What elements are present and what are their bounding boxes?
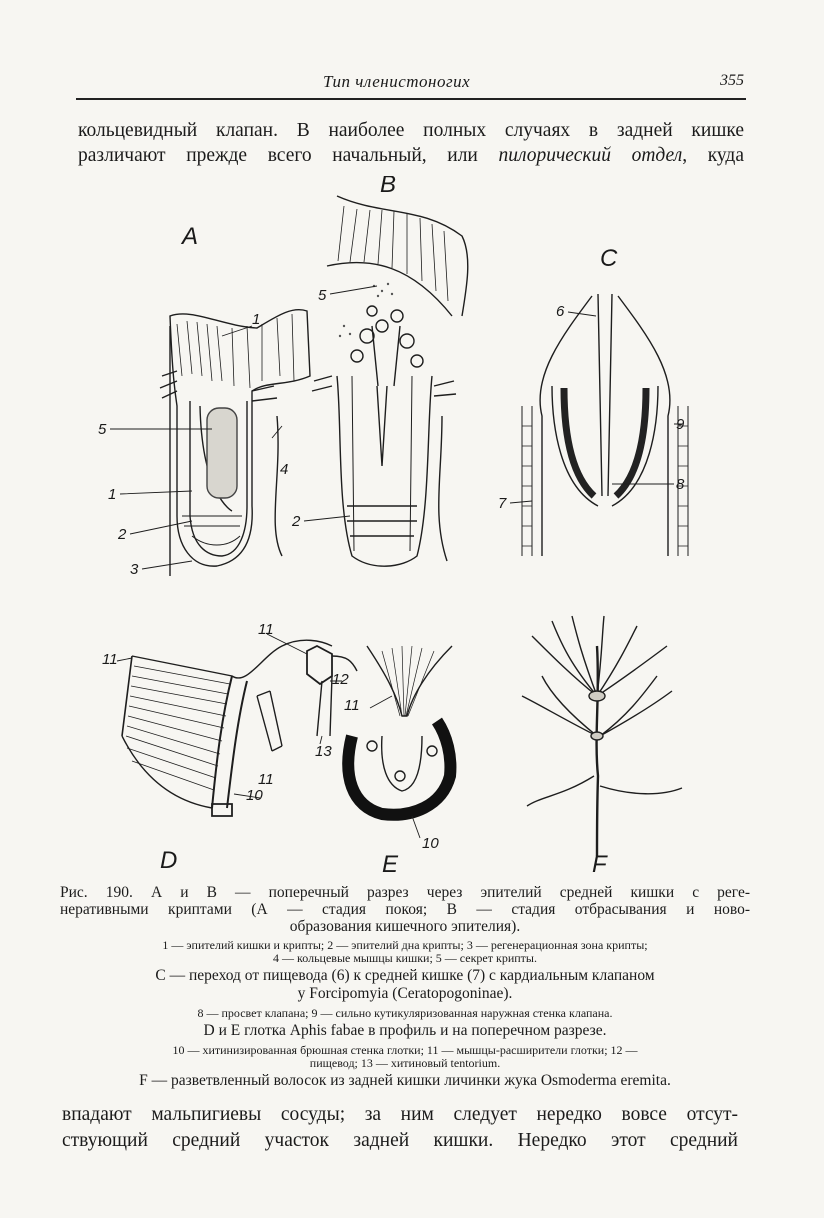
label-d-11-left: 11 bbox=[102, 651, 118, 668]
label-c-9: 9 bbox=[676, 416, 685, 433]
panel-letter-f: F bbox=[592, 851, 607, 876]
label-e-11: 11 bbox=[344, 697, 360, 714]
label-b-2: 2 bbox=[292, 513, 301, 530]
panel-c-drawing bbox=[522, 294, 688, 556]
caption-line-2: неративными криптами (А — стадия покоя; В — стадия отбрасывания и ново- bbox=[60, 901, 750, 918]
label-d-11-bottom: 11 bbox=[258, 771, 274, 788]
caption-f: F — разветвленный волосок из задней кишки личинки жука Osmoderma eremita. bbox=[139, 1072, 671, 1089]
caption-de: D и E глотка Aphis fabae в профиль и на поперечном разрезе. bbox=[203, 1022, 607, 1039]
panel-b-drawing bbox=[312, 196, 468, 566]
bottom-paragraph bbox=[62, 1102, 738, 1154]
running-title: Тип членистоногих bbox=[323, 72, 471, 91]
label-a-1b: 1 bbox=[108, 486, 117, 503]
top-line-2: различают прежде всего начальный, или пилорический отдел, куда bbox=[78, 145, 744, 166]
figure-190 bbox=[82, 176, 742, 876]
label-a-5: 5 bbox=[98, 421, 107, 438]
page-number: 355 bbox=[720, 72, 744, 89]
label-c-7: 7 bbox=[498, 495, 507, 512]
page-header bbox=[78, 72, 746, 98]
label-b-5: 5 bbox=[318, 287, 327, 304]
panel-letter-e: E bbox=[382, 851, 399, 876]
label-a-3: 3 bbox=[130, 561, 139, 578]
label-e-10: 10 bbox=[422, 835, 439, 852]
caption-c: С — переход от пищевода (6) к средней кишке (7) с кардиальным клапаном у Forcipomyia (Ceratopogoninae). bbox=[155, 967, 655, 1002]
label-a-2: 2 bbox=[118, 526, 127, 543]
panel-letter-c: C bbox=[600, 245, 618, 272]
panel-letter-b: B bbox=[380, 176, 397, 198]
caption-main bbox=[60, 884, 750, 935]
label-d-12: 12 bbox=[332, 671, 349, 688]
figure-illustration bbox=[82, 176, 742, 876]
panel-e-drawing bbox=[348, 646, 452, 815]
bottom-line-2: ствующий средний участок задней кишки. Нередко этот средний bbox=[62, 1130, 738, 1151]
caption-legend-ab: 1 — эпителий кишки и крипты; 2 — эпителий дна крипты; 3 — регенерационная зона крипты; 4 — кольцевые мышцы кишки; 5 — секрет крипты. bbox=[162, 938, 648, 965]
caption-legend-c: 8 — просвет клапана; 9 — сильно кутикуляризованная наружная стенка клапана. bbox=[197, 1006, 613, 1020]
label-d-10: 10 bbox=[246, 787, 263, 804]
panel-letter-d: D bbox=[160, 847, 178, 874]
pyloric-term: пилорический отдел bbox=[498, 145, 683, 166]
label-a-4: 4 bbox=[280, 461, 289, 478]
label-c-6: 6 bbox=[556, 303, 565, 320]
caption-line-1: Рис. 190. А и В — поперечный разрез через эпителий средней кишки с реге- bbox=[60, 884, 750, 901]
panel-a-drawing bbox=[160, 310, 310, 576]
caption-line-3: образования кишечного эпителия). bbox=[289, 918, 521, 935]
label-d-11-top: 11 bbox=[258, 621, 274, 638]
label-d-13: 13 bbox=[315, 743, 332, 760]
top-line-1: кольцевидный клапан. В наиболее полных случаях в задней кишке bbox=[78, 120, 744, 141]
caption-legend-de: 10 — хитинизированная брюшная стенка глотки; 11 — мышцы-расширители глотки; 12 — пищевод; 13 — хитиновый tentorium. bbox=[172, 1043, 638, 1070]
label-a-1: 1 bbox=[252, 311, 261, 328]
panel-letter-a: A bbox=[182, 223, 199, 250]
figure-caption bbox=[60, 884, 750, 1090]
panel-d-drawing bbox=[122, 640, 357, 816]
label-c-8: 8 bbox=[676, 476, 685, 493]
top-paragraph bbox=[78, 118, 744, 168]
header-rule bbox=[76, 98, 746, 100]
panel-f-drawing bbox=[522, 616, 682, 856]
bottom-line-1: впадают мальпигиевы сосуды; за ним следует нередко вовсе отсут- bbox=[62, 1104, 738, 1125]
